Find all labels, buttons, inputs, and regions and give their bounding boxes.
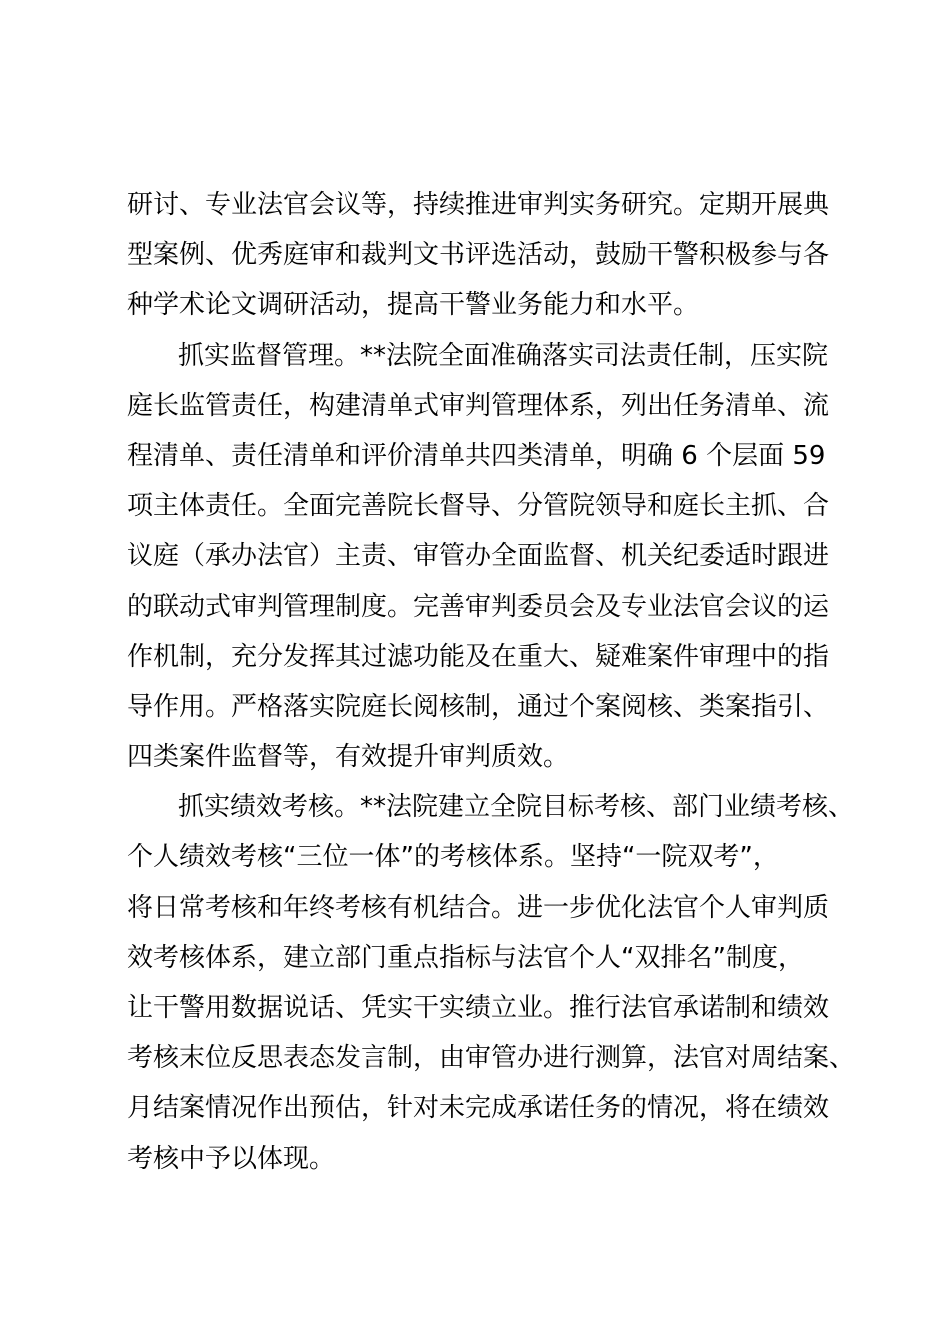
text-line: 庭长监管责任，构建清单式审判管理体系，列出任务清单、流 (127, 390, 830, 421)
text-line: 四类案件监督等，有效提升审判质效。 (127, 742, 570, 773)
document-body (127, 180, 856, 1184)
text-line: 程清单、责任清单和评价清单共四类清单，明确 6 个层面 59 (127, 440, 826, 471)
paragraph-1 (127, 180, 837, 331)
text-line: 型案例、优秀庭审和裁判文书评选活动，鼓励干警积极参与各 (127, 240, 830, 271)
text-line: 导作用。严格落实院庭长阅核制，通过个案阅核、类案指引、 (127, 691, 830, 722)
text-line: 研讨、专业法官会议等，持续推进审判实务研究。定期开展典 (127, 190, 830, 220)
text-line: 考核末位反思表态发言制，由审管办进行测算，法官对周结案、 (127, 1043, 856, 1074)
text-line: 月结案情况作出预估，针对未完成承诺任务的情况，将在绩效 (127, 1093, 830, 1124)
text-line: 作机制，充分发挥其过滤功能及在重大、疑难案件审理中的指 (127, 641, 830, 672)
text-line: 项主体责任。全面完善院长督导、分管院领导和庭长主抓、合 (127, 491, 830, 522)
text-line: 个人绩效考核“三位一体”的考核体系。坚持“一院双考”， (127, 842, 779, 873)
text-line: 的联动式审判管理制度。完善审判委员会及专业法官会议的运 (127, 591, 830, 622)
text-line: 效考核体系，建立部门重点指标与法官个人“双排名”制度， (127, 942, 804, 973)
text-line: 抓实监督管理。**法院全面准确落实司法责任制，压实院 (178, 340, 829, 371)
paragraph-3-performance (127, 782, 856, 1184)
text-line: 让干警用数据说话、凭实干实绩立业。推行法官承诺制和绩效 (127, 993, 830, 1023)
paragraph-2-supervision (127, 331, 837, 783)
text-line: 种学术论文调研活动，提高干警业务能力和水平。 (127, 290, 700, 321)
text-line: 考核中予以体现。 (127, 1143, 336, 1174)
text-line: 将日常考核和年终考核有机结合。进一步优化法官个人审判质 (127, 892, 830, 923)
text-line: 议庭（承办法官）主责、审管办全面监督、机关纪委适时跟进 (127, 541, 830, 572)
text-line: 抓实绩效考核。**法院建立全院目标考核、部门业绩考核、 (178, 792, 855, 823)
